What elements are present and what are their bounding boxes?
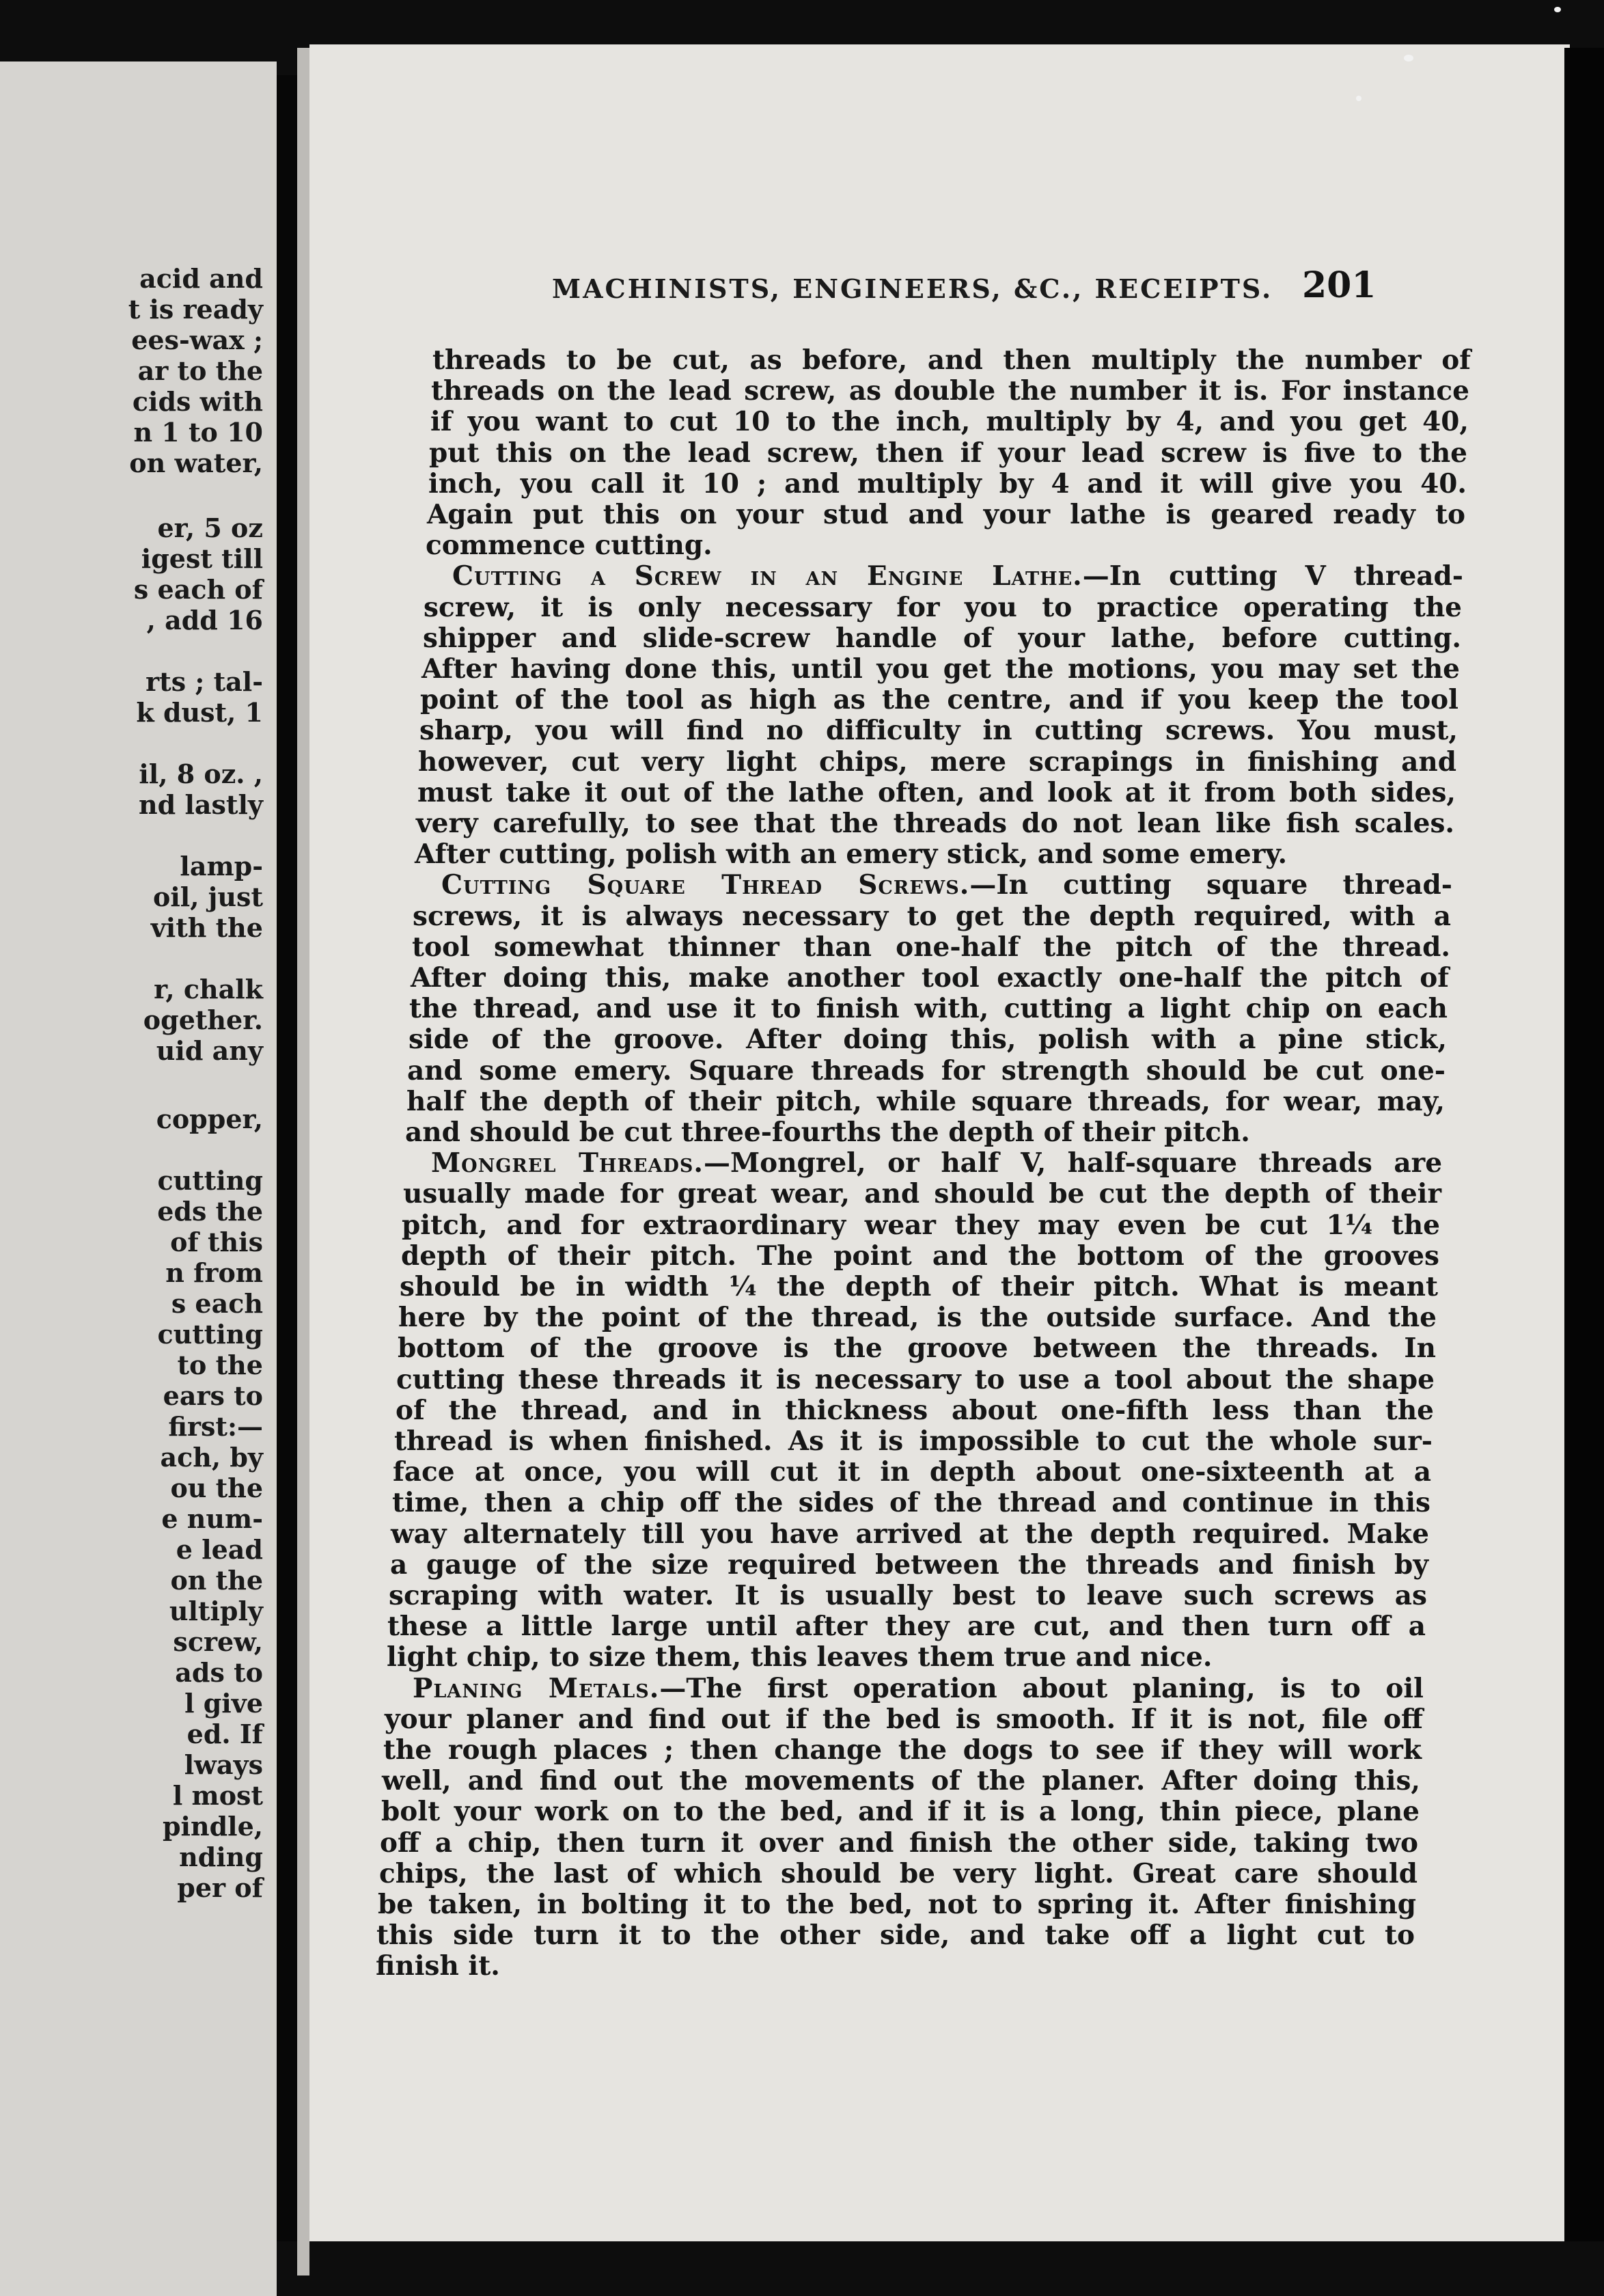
left-page-line-fragment: ach, by (160, 1442, 263, 1473)
section-heading-line (441, 870, 1452, 900)
left-page-line-fragment: oil, just (153, 882, 263, 912)
body-text-line (424, 592, 1462, 623)
left-page-line-fragment: ou the (170, 1473, 263, 1503)
body-text-line (392, 1488, 1430, 1518)
body-text-line (427, 500, 1465, 530)
body-text-line (421, 654, 1460, 684)
body-text-line (382, 1766, 1420, 1796)
line-text: off a chip, then turn it over and finish the other side, taking two (380, 1827, 1418, 1859)
line-text: threads to be cut, as before, and then multiply the number of (432, 344, 1471, 376)
left-page-line-fragment: l give (184, 1688, 263, 1719)
line-text: be taken, in bolting it to the bed, not to spring it. After finishing (378, 1889, 1416, 1920)
left-page-line-fragment: copper, (156, 1104, 263, 1134)
line-text: pitch, and for extraordinary wear they may even be cut 1¼ the (402, 1210, 1440, 1241)
left-page-line-fragment: k dust, 1 (136, 697, 263, 728)
left-facing-page (0, 62, 277, 2296)
line-text: side of the groove. After doing this, polish with a pine stick, (409, 1024, 1447, 1055)
left-page-line-fragment: nd lastly (139, 789, 263, 820)
line-text: shipper and slide-screw handle of your lathe, before cutting. (423, 623, 1461, 654)
line-text: —In cutting V thread- (1082, 560, 1463, 592)
line-text: cutting these threads it is necessary to use a tool about the shape (396, 1364, 1435, 1395)
body-text-line (390, 1550, 1428, 1580)
left-page-line-fragment: ultiply (169, 1596, 263, 1626)
line-text: and should be cut three-fourths the depth of their pitch. (405, 1117, 1250, 1148)
line-text: screw, it is only necessary for you to practice operating the (424, 592, 1462, 623)
line-text: if you want to cut 10 to the inch, multiply by 4, and you get 40, (430, 406, 1469, 437)
left-page-line-fragment: per of (177, 1872, 263, 1903)
left-page-line-fragment: ads to (175, 1657, 263, 1688)
line-text: a gauge of the size required between the threads and finish by (390, 1549, 1428, 1581)
line-text: very carefully, to see that the threads do not lean like fish scales. (416, 808, 1454, 839)
line-text: inch, you call it 10 ; and multiply by 4 and it will give you 40. (428, 468, 1467, 500)
left-page-line-fragment: lways (184, 1749, 263, 1780)
line-text: point of the tool as high as the centre, and if you keep the tool (420, 684, 1458, 715)
line-text: of the thread, and in thickness about one-fifth less than the (396, 1395, 1434, 1426)
body-text-line (407, 1056, 1446, 1086)
body-text-line (409, 1024, 1447, 1054)
body-text-line (402, 1210, 1440, 1240)
line-text: usually made for great wear, and should be cut the depth of their (403, 1178, 1441, 1210)
left-page-line-fragment: e lead (176, 1534, 263, 1565)
left-page-line-fragment: of this (170, 1227, 263, 1257)
body-text-line (378, 1889, 1416, 1919)
left-page-line-fragment: eds the (157, 1196, 263, 1227)
line-text: time, then a chip off the sides of the thread and continue in this (392, 1487, 1430, 1518)
left-page-line-fragment: nding (179, 1842, 263, 1872)
line-text: face at once, you will cut it in depth about one-sixteenth at a (393, 1456, 1431, 1488)
left-page-line-fragment: t is ready (128, 294, 263, 325)
body-text-line (401, 1241, 1439, 1271)
line-text: put this on the lead screw, then if your lead screw is five to the (429, 437, 1467, 469)
page-edge-shadow (1564, 48, 1604, 2241)
section-heading: Planing Metals. (413, 1673, 660, 1704)
body-text-line (400, 1272, 1438, 1302)
line-text: After doing this, make another tool exactly one-half the pitch of (411, 962, 1449, 994)
book-gutter (277, 75, 297, 2241)
line-text: depth of their pitch. The point and the bottom of the grooves (401, 1240, 1439, 1272)
section-heading-line (413, 1673, 1424, 1704)
section-heading-line (431, 1148, 1442, 1178)
body-text-line (409, 994, 1448, 1024)
section-heading: Cutting a Screw in an Engine Lathe. (452, 560, 1083, 592)
left-page-line-fragment: ogether. (143, 1004, 263, 1035)
body-text-line (381, 1796, 1420, 1827)
line-text: way alternately till you have arrived at the depth required. Make (391, 1518, 1429, 1550)
line-text: After cutting, polish with an emery stick, and some emery. (415, 838, 1288, 870)
body-text-line (385, 1704, 1423, 1734)
line-text: bolt your work on to the bed, and if it is a long, thin piece, plane (381, 1796, 1420, 1827)
line-text: —In cutting square thread- (969, 869, 1452, 901)
body-text-line (387, 1611, 1426, 1641)
left-page-line-fragment: lamp- (180, 851, 263, 882)
left-page-line-fragment: ears to (163, 1380, 263, 1411)
body-text-line (383, 1735, 1422, 1765)
left-page-line-fragment: s each of (133, 574, 263, 605)
body-text-line (430, 407, 1469, 437)
body-text-line (416, 808, 1454, 838)
body-text-line (428, 469, 1467, 499)
body-text-line (396, 1395, 1434, 1425)
line-text: this side turn it to the other side, and take off a light cut to (376, 1919, 1415, 1951)
line-text: screws, it is always necessary to get the depth required, with a (413, 901, 1451, 932)
body-text-line (406, 1086, 1445, 1117)
line-text: your planer and find out if the bed is smooth. If it is not, file off (385, 1704, 1423, 1735)
line-text: light chip, to size them, this leaves them true and nice. (387, 1641, 1213, 1673)
line-text: thread is when finished. As it is impossible to cut the whole sur- (394, 1425, 1433, 1457)
body-text-line (398, 1333, 1436, 1363)
left-page-line-fragment: screw, (173, 1626, 263, 1657)
left-page-line-fragment: rts ; tal- (146, 666, 263, 697)
left-page-line-fragment: ed. If (186, 1719, 263, 1749)
left-page-line-fragment: pindle, (162, 1811, 263, 1842)
left-page-line-fragment: s each (171, 1288, 263, 1319)
line-text: commence cutting. (426, 530, 713, 561)
left-page-line-fragment: acid and (139, 263, 263, 294)
body-text-line (413, 901, 1451, 931)
line-text: and some emery. Square threads for strength should be cut one- (407, 1055, 1446, 1086)
line-text: scraping with water. It is usually best to leave such screws as (389, 1580, 1427, 1611)
body-text-line (376, 1951, 500, 1981)
line-text: well, and find out the movements of the planer. After doing this, (382, 1765, 1420, 1796)
left-page-line-fragment: on the (170, 1565, 263, 1596)
body-text-line (398, 1302, 1437, 1332)
body-text-line (387, 1642, 1212, 1672)
left-page-line-fragment: to the (177, 1350, 263, 1380)
line-text: After having done this, until you get the motions, you may set the (421, 653, 1460, 685)
line-text: should be in width ¼ the depth of their pitch. What is meant (400, 1271, 1438, 1302)
body-text-line (379, 1859, 1418, 1889)
line-text: —Mongrel, or half V, half-square threads are (704, 1147, 1443, 1179)
left-page-line-fragment: cutting (157, 1165, 263, 1196)
left-page-line-fragment: first:— (168, 1411, 263, 1442)
body-text-line (396, 1365, 1435, 1395)
body-text-line (391, 1519, 1429, 1549)
left-page-line-fragment: n 1 to 10 (133, 417, 263, 448)
left-page-line-fragment: n from (165, 1257, 263, 1288)
running-head: MACHINISTS, ENGINEERS, &C., RECEIPTS. (552, 273, 1273, 304)
left-page-line-fragment: igest till (141, 543, 263, 574)
left-page-line-fragment: er, 5 oz (157, 512, 263, 543)
left-page-line-fragment: e num- (161, 1503, 263, 1534)
body-text-line (420, 685, 1458, 715)
left-page-line-fragment: ees-wax ; (131, 325, 263, 355)
right-page (309, 44, 1570, 2241)
line-text: bottom of the groove is the groove between the threads. In (398, 1332, 1436, 1364)
line-text: the thread, and use it to finish with, cutting a light chip on each (409, 993, 1448, 1024)
body-text-line (411, 963, 1449, 993)
left-page-line-fragment: , add 16 (146, 605, 263, 636)
section-heading-line (452, 561, 1463, 591)
left-page-line-fragment: cutting (157, 1319, 263, 1350)
body-text-line (394, 1426, 1433, 1456)
left-page-line-fragment: uid any (156, 1035, 263, 1066)
body-text-line (389, 1581, 1427, 1611)
body-text-line (431, 376, 1469, 406)
body-text-line (393, 1457, 1431, 1487)
left-page-line-fragment: ar to the (137, 355, 263, 386)
section-heading: Mongrel Threads. (431, 1147, 704, 1179)
line-text: however, cut very light chips, mere scrapings in finishing and (418, 746, 1456, 778)
line-text: here by the point of the thread, is the outside surface. And the (398, 1302, 1437, 1333)
body-text-line (380, 1828, 1418, 1858)
line-text: the rough places ; then change the dogs to see if they will work (383, 1734, 1422, 1766)
line-text: —The first operation about planing, is to oil (659, 1673, 1424, 1704)
body-text-line (412, 932, 1450, 962)
left-page-line-fragment: r, chalk (154, 974, 263, 1004)
body-text-line (417, 778, 1456, 808)
page-number: 201 (1302, 264, 1377, 306)
body-text-line (418, 747, 1456, 777)
left-page-line-fragment: l most (172, 1780, 263, 1811)
line-text: tool somewhat thinner than one-half the pitch of the thread. (412, 931, 1450, 963)
section-heading: Cutting Square Thread Screws. (441, 869, 970, 901)
body-text-line (423, 623, 1461, 653)
line-text: these a little large until after they are cut, and then turn off a (387, 1611, 1426, 1642)
line-text: Again put this on your stud and your lathe is geared ready to (427, 499, 1465, 530)
body-text-line (432, 345, 1471, 375)
line-text: chips, the last of which should be very light. Great care should (379, 1858, 1418, 1889)
scan-speck (1554, 7, 1561, 12)
left-page-line-fragment: vith the (150, 912, 263, 943)
line-text: must take it out of the lathe often, and look at it from both sides, (417, 777, 1456, 808)
scan-speck (1404, 55, 1413, 62)
gutter-shadow (297, 48, 309, 2276)
line-text: sharp, you will find no difficulty in cutting screws. You must, (419, 715, 1458, 746)
body-text-line (405, 1117, 1250, 1147)
line-text: threads on the lead screw, as double the number it is. For instance (431, 375, 1469, 407)
body-text-line (419, 715, 1458, 746)
body-text-line (403, 1179, 1441, 1209)
body-text-line (426, 530, 713, 560)
body-text-line (376, 1920, 1415, 1950)
left-page-line-fragment: on water, (129, 448, 263, 478)
body-text-line (429, 438, 1467, 468)
line-text: half the depth of their pitch, while square threads, for wear, may, (406, 1086, 1445, 1117)
left-page-line-fragment: cids with (132, 386, 263, 417)
body-text-line (415, 839, 1287, 869)
line-text: finish it. (376, 1950, 500, 1982)
scan-speck (1356, 96, 1361, 101)
left-page-line-fragment: il, 8 oz. , (139, 758, 263, 789)
body-text (309, 44, 1570, 2241)
